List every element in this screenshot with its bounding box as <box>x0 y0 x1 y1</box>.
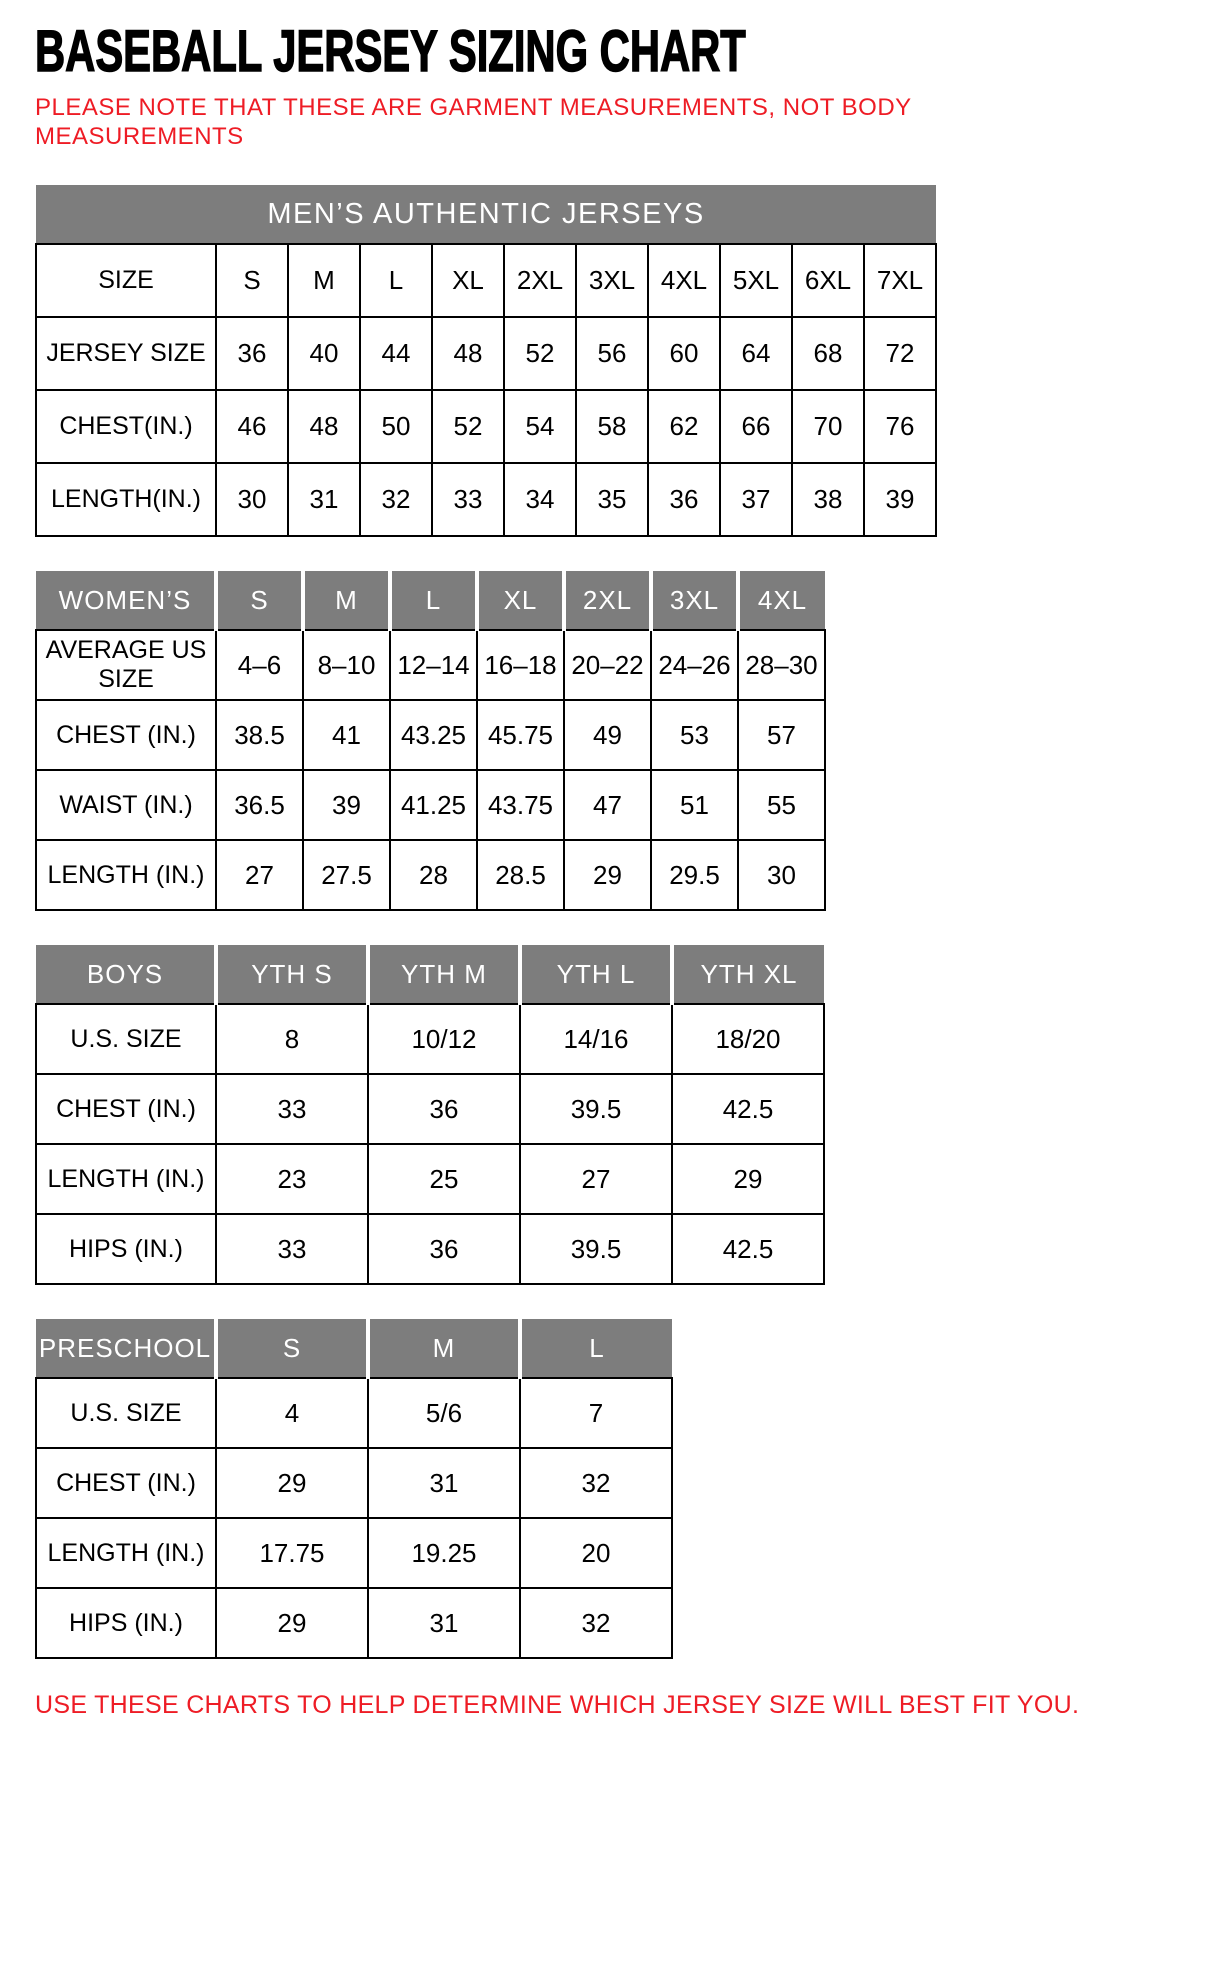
row-label: LENGTH (IN.) <box>36 1518 216 1588</box>
column-header: 4XL <box>738 571 825 630</box>
table-cell: 12–14 <box>390 630 477 700</box>
table-cell: 7XL <box>864 244 936 317</box>
table-cell: 55 <box>738 770 825 840</box>
table-row <box>36 1214 824 1284</box>
table-row <box>36 630 825 700</box>
row-label: U.S. SIZE <box>36 1004 216 1074</box>
table-cell: 31 <box>288 463 360 536</box>
table-cell: 56 <box>576 317 648 390</box>
mens-table-title: MEN’S AUTHENTIC JERSEYS <box>36 185 936 244</box>
table-row <box>36 317 936 390</box>
table-cell: 5XL <box>720 244 792 317</box>
row-label: JERSEY SIZE <box>36 317 216 390</box>
table-cell: 24–26 <box>651 630 738 700</box>
table-cell: 58 <box>576 390 648 463</box>
table-cell: 16–18 <box>477 630 564 700</box>
table-cell: 5/6 <box>368 1378 520 1448</box>
table-cell: 53 <box>651 700 738 770</box>
column-header: WOMEN’S <box>36 571 216 630</box>
column-header: YTH S <box>216 945 368 1004</box>
column-header: L <box>390 571 477 630</box>
row-label: CHEST(IN.) <box>36 390 216 463</box>
table-cell: 3XL <box>576 244 648 317</box>
table-row <box>36 463 936 536</box>
table-row <box>36 770 825 840</box>
table-cell: 20–22 <box>564 630 651 700</box>
table-cell: 10/12 <box>368 1004 520 1074</box>
row-label: CHEST (IN.) <box>36 700 216 770</box>
garment-measurements-note: PLEASE NOTE THAT THESE ARE GARMENT MEASUREMENTS, NOT BODY MEASUREMENTS <box>35 93 912 151</box>
table-cell: 38.5 <box>216 700 303 770</box>
column-header: YTH L <box>520 945 672 1004</box>
table-cell: 29 <box>564 840 651 910</box>
table-cell: 76 <box>864 390 936 463</box>
table-cell: 4 <box>216 1378 368 1448</box>
row-label: WAIST (IN.) <box>36 770 216 840</box>
table-title-row <box>36 185 936 244</box>
column-header: 2XL <box>564 571 651 630</box>
column-header: 3XL <box>651 571 738 630</box>
row-label: LENGTH (IN.) <box>36 1144 216 1214</box>
table-cell: 57 <box>738 700 825 770</box>
table-cell: 32 <box>360 463 432 536</box>
table-cell: 43.25 <box>390 700 477 770</box>
table-cell: 60 <box>648 317 720 390</box>
table-row <box>36 840 825 910</box>
table-cell: 48 <box>432 317 504 390</box>
table-cell: 25 <box>368 1144 520 1214</box>
table-cell: 29 <box>216 1588 368 1658</box>
table-cell: 72 <box>864 317 936 390</box>
table-row <box>36 390 936 463</box>
fit-advice-note: USE THESE CHARTS TO HELP DETERMINE WHICH JERSEY SIZE WILL BEST FIT YOU. <box>35 1691 1080 1720</box>
table-cell: 47 <box>564 770 651 840</box>
column-header: M <box>303 571 390 630</box>
table-cell: 40 <box>288 317 360 390</box>
row-label: HIPS (IN.) <box>36 1214 216 1284</box>
mens-jerseys-table <box>35 185 937 537</box>
column-header: YTH M <box>368 945 520 1004</box>
table-cell: 4–6 <box>216 630 303 700</box>
table-cell: 28.5 <box>477 840 564 910</box>
table-cell: L <box>360 244 432 317</box>
table-cell: 46 <box>216 390 288 463</box>
table-cell: 28 <box>390 840 477 910</box>
column-header: L <box>520 1319 672 1378</box>
column-header: XL <box>477 571 564 630</box>
table-cell: 64 <box>720 317 792 390</box>
table-row <box>36 1004 824 1074</box>
table-cell: 70 <box>792 390 864 463</box>
table-cell: 36.5 <box>216 770 303 840</box>
row-label: AVERAGE US SIZE <box>36 630 216 700</box>
table-cell: M <box>288 244 360 317</box>
table-cell: XL <box>432 244 504 317</box>
table-cell: 32 <box>520 1588 672 1658</box>
row-label: CHEST (IN.) <box>36 1074 216 1144</box>
womens-table <box>35 571 826 911</box>
table-cell: 31 <box>368 1588 520 1658</box>
table-cell: 20 <box>520 1518 672 1588</box>
table-cell: 66 <box>720 390 792 463</box>
table-cell: 36 <box>216 317 288 390</box>
table-cell: S <box>216 244 288 317</box>
row-label: LENGTH(IN.) <box>36 463 216 536</box>
table-cell: 51 <box>651 770 738 840</box>
table-cell: 14/16 <box>520 1004 672 1074</box>
column-header: YTH XL <box>672 945 824 1004</box>
table-cell: 6XL <box>792 244 864 317</box>
table-cell: 8–10 <box>303 630 390 700</box>
table-cell: 41.25 <box>390 770 477 840</box>
preschool-table <box>35 1319 673 1659</box>
table-cell: 31 <box>368 1448 520 1518</box>
table-cell: 39 <box>303 770 390 840</box>
table-cell: 44 <box>360 317 432 390</box>
table-cell: 32 <box>520 1448 672 1518</box>
row-label: SIZE <box>36 244 216 317</box>
table-cell: 36 <box>648 463 720 536</box>
column-header: PRESCHOOL <box>36 1319 216 1378</box>
table-cell: 7 <box>520 1378 672 1448</box>
table-row <box>36 1074 824 1144</box>
table-cell: 41 <box>303 700 390 770</box>
table-cell: 36 <box>368 1214 520 1284</box>
row-label: LENGTH (IN.) <box>36 840 216 910</box>
table-cell: 30 <box>738 840 825 910</box>
table-cell: 38 <box>792 463 864 536</box>
table-cell: 29 <box>216 1448 368 1518</box>
table-cell: 52 <box>504 317 576 390</box>
table-row <box>36 1588 672 1658</box>
table-cell: 8 <box>216 1004 368 1074</box>
table-cell: 50 <box>360 390 432 463</box>
table-cell: 42.5 <box>672 1214 824 1284</box>
table-cell: 62 <box>648 390 720 463</box>
table-cell: 29.5 <box>651 840 738 910</box>
table-cell: 42.5 <box>672 1074 824 1144</box>
table-cell: 30 <box>216 463 288 536</box>
table-cell: 33 <box>432 463 504 536</box>
table-cell: 28–30 <box>738 630 825 700</box>
row-label: HIPS (IN.) <box>36 1588 216 1658</box>
table-row <box>36 1378 672 1448</box>
table-cell: 48 <box>288 390 360 463</box>
row-label: U.S. SIZE <box>36 1378 216 1448</box>
table-cell: 27.5 <box>303 840 390 910</box>
table-row <box>36 1448 672 1518</box>
column-header: S <box>216 1319 368 1378</box>
table-row <box>36 1518 672 1588</box>
table-cell: 2XL <box>504 244 576 317</box>
table-cell: 29 <box>672 1144 824 1214</box>
row-label: CHEST (IN.) <box>36 1448 216 1518</box>
table-cell: 35 <box>576 463 648 536</box>
table-header-row <box>36 945 824 1004</box>
table-header-row <box>36 571 825 630</box>
page-title: BASEBALL JERSEY SIZING CHART <box>35 19 746 84</box>
table-cell: 68 <box>792 317 864 390</box>
column-header: M <box>368 1319 520 1378</box>
table-header-row <box>36 1319 672 1378</box>
boys-table <box>35 945 825 1285</box>
column-header: BOYS <box>36 945 216 1004</box>
table-cell: 43.75 <box>477 770 564 840</box>
table-cell: 54 <box>504 390 576 463</box>
table-cell: 27 <box>520 1144 672 1214</box>
table-cell: 37 <box>720 463 792 536</box>
column-header: S <box>216 571 303 630</box>
table-row <box>36 1144 824 1214</box>
table-row <box>36 244 936 317</box>
table-cell: 34 <box>504 463 576 536</box>
table-cell: 33 <box>216 1214 368 1284</box>
table-cell: 33 <box>216 1074 368 1144</box>
table-cell: 39.5 <box>520 1074 672 1144</box>
table-cell: 52 <box>432 390 504 463</box>
table-cell: 19.25 <box>368 1518 520 1588</box>
table-cell: 45.75 <box>477 700 564 770</box>
table-cell: 18/20 <box>672 1004 824 1074</box>
table-cell: 23 <box>216 1144 368 1214</box>
table-cell: 4XL <box>648 244 720 317</box>
table-cell: 39 <box>864 463 936 536</box>
table-cell: 36 <box>368 1074 520 1144</box>
table-cell: 39.5 <box>520 1214 672 1284</box>
table-cell: 17.75 <box>216 1518 368 1588</box>
table-row <box>36 700 825 770</box>
table-cell: 49 <box>564 700 651 770</box>
table-cell: 27 <box>216 840 303 910</box>
